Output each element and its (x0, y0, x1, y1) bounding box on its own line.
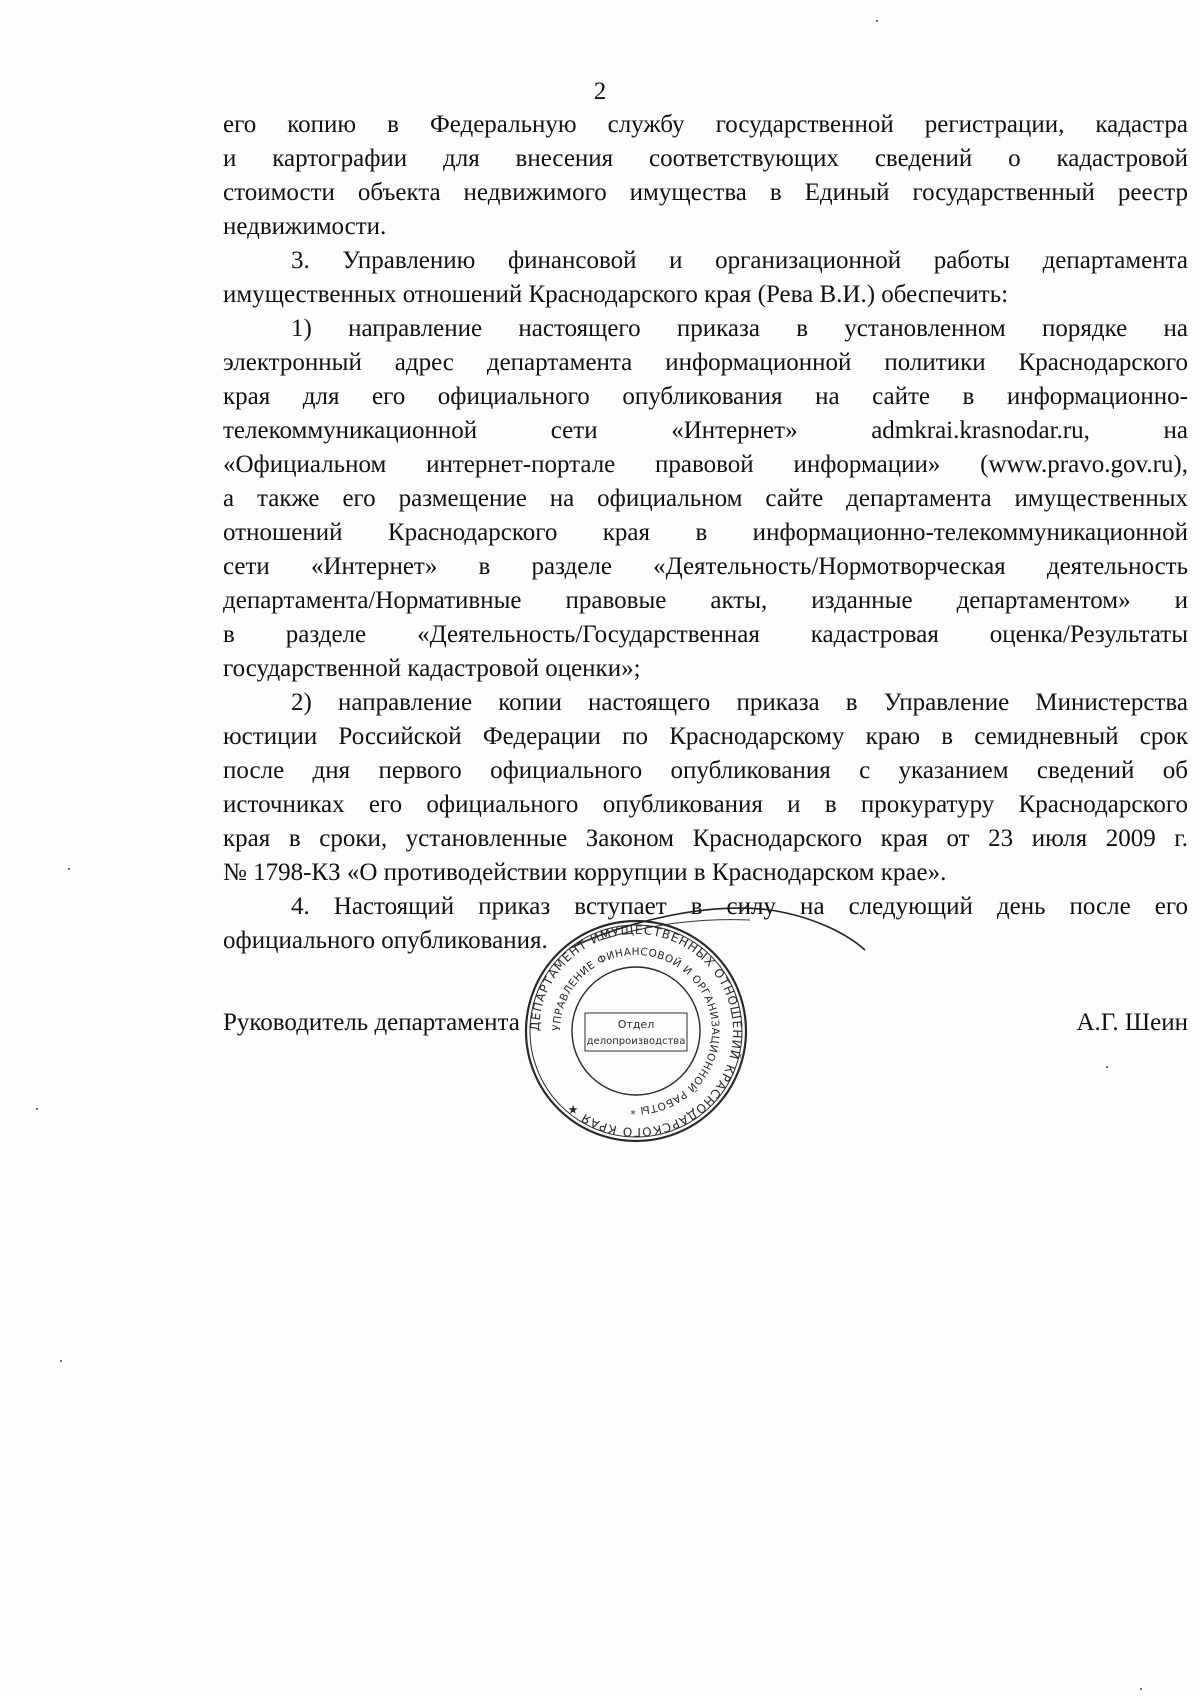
stamp-center-title: Отдел (617, 1018, 655, 1031)
text-line: официального опубликования. (223, 927, 548, 954)
signer-name: А.Г. Шеин (1076, 1009, 1188, 1036)
scan-speck (36, 1108, 38, 1110)
stamp-outer-ring-text: ДЕПАРТАМЕНТ ИМУЩЕСТВЕННЫХ ОТНОШЕНИЙ КРАСНОДАРСКОГО КРАЯ ★ (527, 922, 745, 1140)
text-line: и картографии для внесения соответствующих сведений о кадастровой (223, 145, 1188, 172)
text-line: недвижимости. (223, 213, 387, 240)
text-line: его копию в Федеральную службу государственной регистрации, кадастра (223, 111, 1188, 138)
text-line: № 1798-КЗ «О противодействии коррупции в Краснодарском крае». (223, 859, 947, 886)
text-line: «Официальном интернет-портале правовой информации» (www.pravo.gov.ru), (223, 451, 1188, 478)
text-line: электронный адрес департамента информационной политики Краснодарского (223, 349, 1188, 376)
scan-speck (1140, 1688, 1142, 1690)
text-line: 2) направление копии настоящего приказа в Управление Министерства (291, 689, 1188, 716)
text-line: юстиции Российской Федерации по Краснодарскому краю в семидневный срок (223, 723, 1188, 750)
official-stamp (523, 918, 749, 1144)
page-number: 2 (593, 78, 607, 105)
text-line: департамента/Нормативные правовые акты, изданные департаментом» и (223, 587, 1188, 614)
text-line: телекоммуникационной сети «Интернет» admkrai.krasnodar.ru, на (223, 417, 1188, 444)
scan-speck (876, 20, 878, 22)
signer-position: Руководитель департамента (223, 1009, 520, 1036)
text-line: края для его официального опубликования на сайте в информационно- (223, 383, 1188, 410)
stamp-inner-ring-text: УПРАВЛЕНИЕ ФИНАНСОВОЙ И ОРГАНИЗАЦИОННОЙ РАБОТЫ * (550, 945, 722, 1117)
text-line: источниках его официального опубликования и в прокуратуру Краснодарского (223, 791, 1188, 818)
text-line: 3. Управлению финансовой и организационной работы департамента (291, 247, 1188, 274)
text-line: стоимости объекта недвижимого имущества в Единый государственный реестр (223, 179, 1188, 206)
text-line: 1) направление настоящего приказа в установленном порядке на (291, 315, 1188, 342)
scan-speck (1106, 1066, 1108, 1068)
text-line: сети «Интернет» в разделе «Деятельность/Нормотворческая деятельность (223, 553, 1188, 580)
text-line: имущественных отношений Краснодарского края (Рева В.И.) обеспечить: (223, 281, 1009, 308)
text-line: государственной кадастровой оценки»; (223, 655, 641, 682)
scan-speck (68, 868, 70, 870)
text-line: после дня первого официального опубликования с указанием сведений об (223, 757, 1188, 784)
scan-speck (60, 1360, 62, 1362)
text-line: в разделе «Деятельность/Государственная кадастровая оценка/Результаты (223, 621, 1188, 648)
text-line: а также его размещение на официальном сайте департамента имущественных (223, 485, 1188, 512)
text-line: 4. Настоящий приказ вступает в силу на следующий день после его (291, 893, 1188, 920)
text-line: отношений Краснодарского края в информационно-телекоммуникационной (223, 519, 1188, 546)
stamp-center-subtitle: делопроизводства (586, 1036, 686, 1047)
text-line: края в сроки, установленные Законом Краснодарского края от 23 июля 2009 г. (223, 825, 1188, 852)
